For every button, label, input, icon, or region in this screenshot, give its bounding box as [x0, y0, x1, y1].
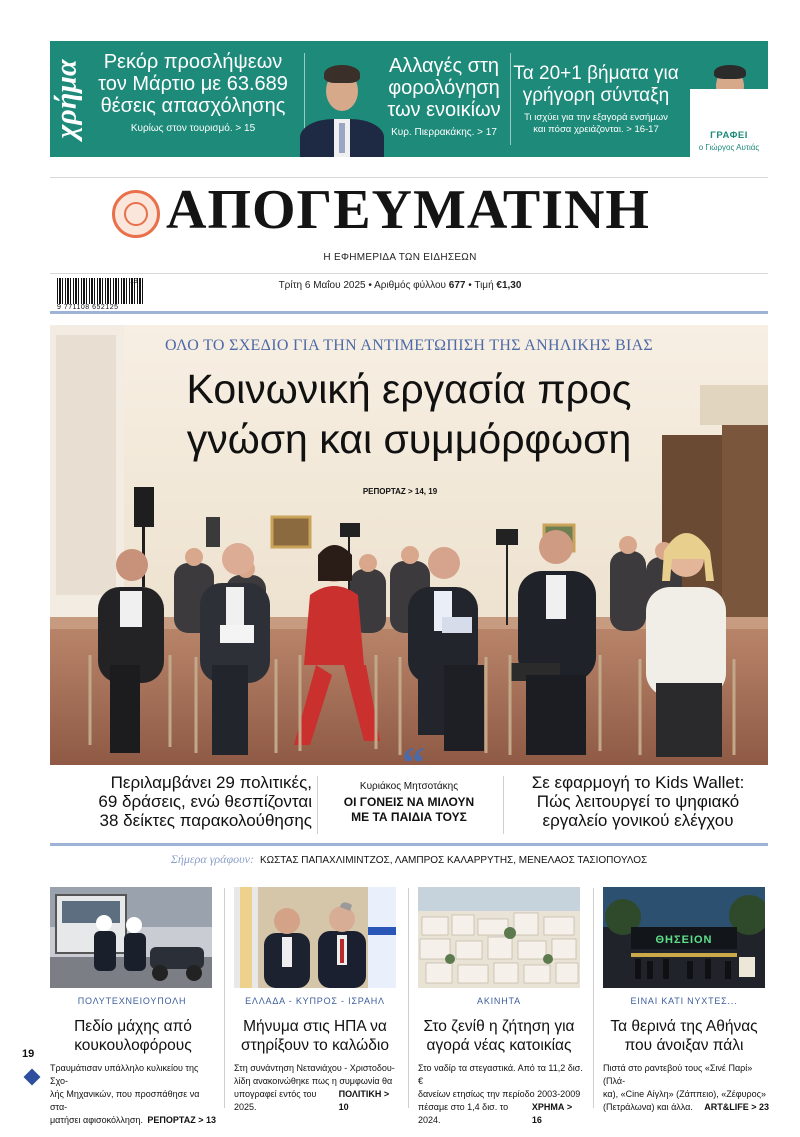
story-summary-line1: Πιστά στο ραντεβού τους «Σινέ Παρί» (Πλά- — [603, 1063, 753, 1086]
columnist-credit — [690, 89, 768, 157]
story-summary-line1: Στο ναδίρ τα στεγαστικά. Από τα 11,2 δισ. € — [418, 1063, 583, 1086]
story-title[interactable] — [232, 1017, 398, 1055]
banner-story-hiring-sub: Κυρίως στον τουρισμό. > 15 — [130, 123, 256, 134]
story-summary-line1: Τραυμάτισαν υπάλληλο κυλικείου της Σχο- — [50, 1063, 199, 1086]
lead-headline[interactable] — [50, 364, 768, 464]
story-category: ΕΙΝΑΙ ΚΑΤΙ ΝΥΧΤΕΣ... — [630, 996, 738, 1006]
column-divider — [593, 888, 594, 1108]
dateline-date: Τρίτη 6 Μαΐου 2025 • Αριθμός φύλλου — [278, 280, 449, 291]
banner-story-pension-sub2: και πόσα χρειάζονται. > 16-17 — [533, 124, 659, 135]
finance-banner[interactable] — [50, 41, 768, 157]
story-title-line2: κουκουλοφόρους — [74, 1037, 192, 1054]
story-title-line2: αγορά νέας κατοικίας — [426, 1037, 572, 1054]
banner-story-hiring-line2: τον Μάρτιο με 63.689 — [98, 73, 288, 95]
sub-story-policies[interactable] — [50, 773, 312, 830]
banner-story-hiring[interactable] — [88, 51, 298, 134]
quote-text-line2: ΜΕ ΤΑ ΠΑΙΔΙΑ ΤΟΥΣ — [351, 810, 467, 824]
column-divider — [317, 776, 318, 834]
lead-kicker: ΟΛΟ ΤΟ ΣΧΕΔΙΟ ΓΙΑ ΤΗΝ ΑΝΤΙΜΕΤΩΠΙΣΗ ΤΗΣ ΑΝΗΛΙΚΗΣ ΒΙΑΣ — [164, 337, 654, 354]
story-title-line1: Τα θερινά της Αθήνας — [610, 1018, 758, 1035]
columnist-label: ΓΡΑΦΕΙ — [710, 130, 748, 141]
column-divider — [224, 888, 225, 1108]
story-summary-line3: υπογραφεί εντός του 2025. — [234, 1089, 317, 1112]
story-summary — [50, 1062, 216, 1127]
column-divider — [503, 776, 504, 834]
quote-text-line1: ΟΙ ΓΟΝΕΙΣ ΝΑ ΜΙΛΟΥΝ — [343, 795, 475, 809]
banner-story-pension[interactable] — [512, 63, 680, 135]
story-image-housing[interactable] — [418, 887, 580, 988]
lead-headline-line1: Κοινωνική εργασία προς — [186, 366, 632, 412]
story-summary-line1: Στη συνάντηση Νετανιάχου - Χριστοδου- — [234, 1063, 395, 1073]
story-title-line2: στηρίξουν το καλώδιο — [241, 1037, 389, 1054]
sub-story-kids-wallet-line1: Σε εφαρμογή το Kids Wallet: — [531, 773, 745, 792]
minister-photo — [296, 57, 388, 157]
issue-number: 677 — [448, 280, 466, 291]
story-title-line1: Πεδίο μάχης από — [74, 1018, 192, 1035]
barcode-issue: 19 — [130, 278, 138, 285]
banner-section-label: χρήμα — [50, 59, 83, 139]
banner-story-hiring-line3: θέσεις απασχόλησης — [100, 95, 286, 117]
story-category: ΑΚΙΝΗΤΑ — [477, 996, 521, 1006]
story-page-ref[interactable]: ART&LIFE > 23 — [704, 1102, 769, 1112]
section-rule — [50, 311, 768, 314]
story-summary-line2: λής Μηχανικών, που προσπάθησε να στα- — [50, 1089, 200, 1112]
writers-label: Σήμερα γράφουν: — [170, 852, 254, 866]
cinema-sign: ΘΗΣΕΙΟΝ — [655, 934, 713, 946]
quote-icon: “ — [402, 737, 425, 788]
page-number: 19 — [22, 1048, 35, 1060]
masthead-title[interactable]: ΑΠΟΓΕΥΜΑΤΙΝΗ — [166, 179, 650, 241]
story-page-ref[interactable]: ΡΕΠΟΡΤΑΖ > 13 — [147, 1115, 216, 1125]
banner-story-pension-line2: γρήγορη σύνταξη — [522, 85, 670, 106]
banner-story-rent-tax-line2: φορολόγηση — [388, 77, 500, 99]
story-title-line1: Μήνυμα στις ΗΠΑ να — [243, 1018, 387, 1035]
story-image-cable[interactable] — [234, 887, 396, 988]
story-page-ref[interactable]: ΠΟΛΙΤΙΚΗ > 10 — [338, 1089, 390, 1112]
sub-story-kids-wallet-line2: Πώς λειτουργεί το ψηφιακό — [536, 792, 740, 811]
banner-story-rent-tax-sub: Κυρ. Πιερρακάκης. > 17 — [391, 127, 497, 138]
lead-page-ref[interactable]: ΡΕΠΟΡΤΑΖ > 14, 19 — [362, 487, 438, 496]
dateline-price-label: • Τιμή — [465, 280, 497, 291]
banner-divider — [510, 53, 511, 145]
story-summary — [603, 1062, 769, 1114]
banner-story-rent-tax-line1: Αλλαγές στη — [388, 55, 500, 77]
dateline — [0, 280, 800, 291]
diamond-icon — [24, 1069, 41, 1086]
newspaper-logo-icon — [112, 190, 160, 238]
story-summary-line3: πέσαμε στο 1,4 δισ. το 2024. — [418, 1102, 509, 1125]
writers-strip — [50, 852, 768, 867]
sub-story-policies-line3: 38 δείκτες παρακολούθησης — [99, 811, 312, 830]
price: €1,30 — [496, 280, 522, 291]
story-title[interactable] — [416, 1017, 582, 1055]
sub-story-policies-line2: 69 δράσεις, ενώ θεσπίζονται — [98, 792, 312, 811]
sub-story-kids-wallet[interactable] — [510, 773, 766, 830]
banner-story-pension-line1: Τα 20+1 βήματα για — [513, 63, 679, 84]
columnist-name: ο Γιώργος Αυτιάς — [698, 143, 760, 152]
story-summary — [418, 1062, 584, 1127]
story-summary-line2: κα), «Cine Αίγλη» (Ζάππειο), «Ζέφυρος» — [603, 1089, 766, 1099]
story-summary-line3: ματήσει αφισοκόλληση. — [50, 1115, 143, 1125]
writers-names: ΚΩΣΤΑΣ ΠΑΠΑΧΛΙΜΙΝΤΖΟΣ, ΛΑΜΠΡΟΣ ΚΑΛΑΡΡΥΤΗΣ, ΜΕΝΕΛΑΟΣ ΤΑΣΙΟΠΟΥΛΟΣ — [259, 855, 648, 866]
story-summary-line3: (Πετράλωνα) και άλλα. — [603, 1102, 693, 1112]
section-rule — [50, 843, 768, 846]
quote-speaker: Κυριάκος Μητσοτάκης — [359, 781, 459, 792]
story-title[interactable] — [601, 1017, 767, 1055]
barcode-number: 9 771108 652125 — [57, 304, 119, 311]
story-image-cinema[interactable] — [603, 887, 765, 988]
story-summary — [234, 1062, 400, 1114]
story-category: ΕΛΛΑΔΑ - ΚΥΠΡΟΣ - ΙΣΡΑΗΛ — [245, 996, 385, 1006]
sub-story-kids-wallet-line3: εργαλείο γονικού ελέγχου — [542, 811, 734, 830]
story-image-polytechnic[interactable] — [50, 887, 212, 988]
column-divider — [408, 888, 409, 1108]
banner-story-pension-sub1: Τι ισχύει για την εξαγορά ενσήμων — [524, 112, 668, 123]
story-title-line1: Στο ζενίθ η ζήτηση για — [423, 1018, 575, 1035]
story-category: ΠΟΛΥΤΕΧΝΕΙΟΥΠΟΛΗ — [77, 996, 187, 1006]
story-title-line2: που άνοιξαν πάλι — [624, 1037, 744, 1054]
masthead-rule — [50, 273, 768, 274]
masthead-tagline: Η ΕΦΗΜΕΡΙΔΑ ΤΩΝ ΕΙΔΗΣΕΩΝ — [323, 252, 477, 263]
lead-headline-line2: γνώση και συμμόρφωση — [186, 416, 632, 462]
story-summary-line2: λίδη ανακοινώθηκε πως η συμφωνία θα — [234, 1076, 393, 1086]
banner-story-rent-tax[interactable] — [384, 55, 504, 138]
story-title[interactable] — [50, 1017, 216, 1055]
story-summary-line2: δανείων ετησίως την περίοδο 2003-2009 — [418, 1089, 581, 1099]
quote-text[interactable] — [320, 795, 498, 825]
banner-story-rent-tax-line3: των ενοικίων — [387, 99, 501, 121]
banner-story-hiring-line1: Ρεκόρ προσλήψεων — [103, 51, 283, 73]
story-page-ref[interactable]: ΧΡΗΜΑ > 16 — [531, 1102, 573, 1125]
sub-story-policies-line1: Περιλαμβάνει 29 πολιτικές, — [110, 773, 312, 792]
